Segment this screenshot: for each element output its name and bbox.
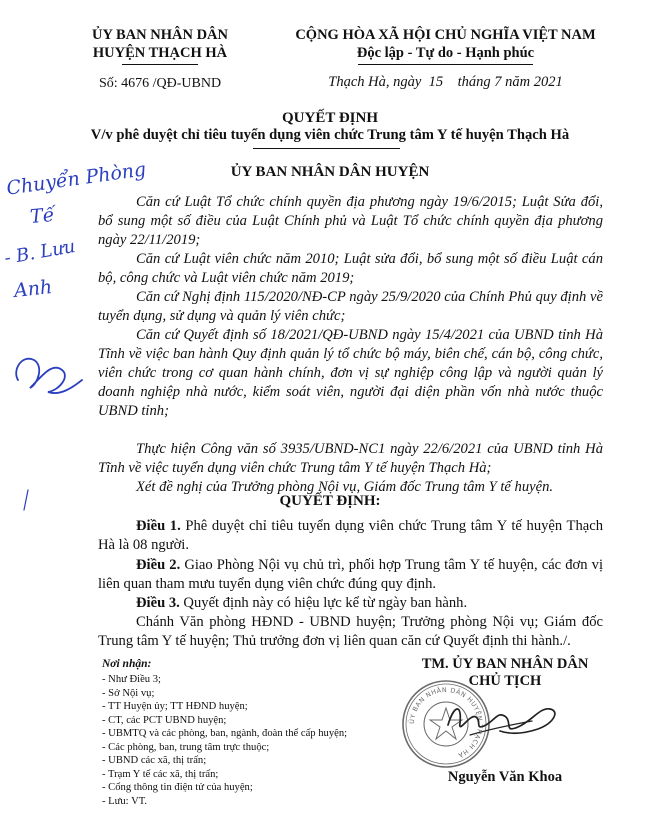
recipients-heading: Nơi nhận:: [102, 658, 152, 670]
signer-name: Nguyễn Văn Khoa: [447, 769, 563, 785]
issuer-line2: HUYỆN THẠCH HÀ: [92, 45, 228, 61]
document-title: QUYẾT ĐỊNH: [282, 110, 378, 126]
execution-clause: Chánh Văn phòng HĐND - UBND huyện; Trưởng phòng Nội vụ; Giám đốc Trung tâm Y tế huyện; Thủ trưởng đơn vị liên quan căn cứ Quyết định thi hành./.: [98, 614, 603, 649]
signature-org: TM. ỦY BAN NHÂN DÂN: [421, 656, 589, 672]
basis-5: Thực hiện Công văn số 3935/UBND-NC1 ngày 22/6/2021 của UBND tỉnh Hà Tĩnh về việc tuyển dụng viên chức Trung tâm Y tế huyện Thạch Hà;: [98, 441, 603, 476]
article-1-label: Điều 1.: [136, 518, 181, 534]
article-3-text: Quyết định này có hiệu lực kể từ ngày ban hành.: [179, 595, 468, 611]
article-3-label: Điều 3.: [136, 595, 180, 611]
article-1: [98, 517, 603, 555]
article-2-text: Giao Phòng Nội vụ chủ trì, phối hợp Trung tâm Y tế huyện, các đơn vị liên quan tham mưu tuyển dụng viên chức đúng quy định.: [98, 557, 603, 592]
decision-heading: QUYẾT ĐỊNH:: [279, 493, 381, 509]
margin-note-line4: Anh: [12, 276, 54, 302]
margin-tick: [22, 488, 30, 512]
handwritten-signature: [440, 695, 570, 745]
seal-text-path: ỦY BAN NHÂN DÂN HUYỆN THẠCH HÀ: [407, 685, 485, 760]
issuer-name: [70, 26, 250, 62]
article-1-text: Phê duyệt chỉ tiêu tuyển dụng viên chức Trung tâm Y tế huyện Thạch Hà là 08 người.: [98, 518, 604, 553]
list-item: - UBND các xã, thị trấn;: [102, 755, 207, 766]
list-item: - Các phòng, ban, trung tâm trực thuộc;: [102, 741, 270, 753]
subject-underline: [253, 148, 400, 149]
motto: Độc lập - Tự do - Hạnh phúc: [356, 45, 535, 61]
margin-initials: [8, 340, 88, 410]
issue-date: Thạch Hà, ngày 15 tháng 7 năm 2021: [328, 74, 563, 90]
article-2-label: Điều 2.: [136, 557, 181, 573]
issuing-authority: ỦY BAN NHÂN DÂN HUYỆN: [230, 164, 430, 180]
country-name: CỘNG HÒA XÃ HỘI CHỦ NGHĨA VIỆT NAM: [295, 27, 596, 43]
issuer-line1: ỦY BAN NHÂN DÂN: [91, 27, 228, 43]
article-3: [98, 594, 603, 613]
list-item: - CT, các PCT UBND huyện;: [102, 714, 227, 726]
margin-note-line2: Tế: [29, 203, 56, 229]
document-number: Số: 4676 /QĐ-UBND: [98, 76, 222, 91]
basis-3: Căn cứ Nghị định 115/2020/NĐ-CP ngày 25/9/2020 của Chính Phủ quy định về tuyển dụng, sử dụng và quản lý viên chức;: [98, 289, 603, 324]
basis-1: Căn cứ Luật Tổ chức chính quyền địa phương ngày 19/6/2015; Luật Sửa đổi, bổ sung một số điều của Luật Chính phủ và Luật Tổ chức chính quyền địa phương ngày 22/11/2019;: [98, 194, 603, 248]
national-motto: [268, 26, 623, 62]
list-item: - Trạm Y tế các xã, thị trấn;: [102, 768, 219, 780]
issuer-underline: [122, 64, 198, 65]
recipients-list: [102, 673, 347, 808]
margin-note-line1: Chuyển Phòng: [5, 158, 148, 200]
list-item: - Như Điều 3;: [102, 674, 161, 685]
motto-underline: [358, 64, 533, 65]
list-item: - Lưu: VT.: [102, 795, 148, 807]
article-2: [98, 556, 603, 594]
basis-2: Căn cứ Luật viên chức năm 2010; Luật sửa đổi, bổ sung một số điều Luật cán bộ, công chức và Luật viên chức năm 2019;: [98, 251, 603, 286]
basis-6: Xét đề nghị của Trưởng phòng Nội vụ, Giám đốc Trung tâm Y tế huyện.: [136, 479, 554, 495]
list-item: - UBMTQ và các phòng, ban, ngành, đoàn thể cấp huyện;: [102, 728, 348, 739]
list-item: - Sở Nội vụ;: [102, 687, 155, 699]
signature-role: CHỦ TỊCH: [468, 673, 542, 689]
document-subject: V/v phê duyệt chỉ tiêu tuyển dụng viên chức Trung tâm Y tế huyện Thạch Hà: [90, 127, 570, 143]
list-item: - Cổng thông tin điện tử của huyện;: [102, 782, 253, 793]
basis-4: Căn cứ Quyết định số 18/2021/QĐ-UBND ngày 15/4/2021 của UBND tỉnh Hà Tĩnh về việc ban hành Quy định quản lý tổ chức bộ máy, biên chế, cán bộ, công chức, viên chức trong cơ quan hành chính, đơn vị sự nghiệp công lập và người quản lý doanh nghiệp nhà nước, kiểm soát viên, người đại diện phần vốn nhà nước thuộc UBND tỉnh;: [98, 327, 603, 419]
list-item: - TT Huyện ủy; TT HĐND huyện;: [102, 701, 248, 712]
margin-note-line3: - B. Lưu: [2, 235, 77, 270]
